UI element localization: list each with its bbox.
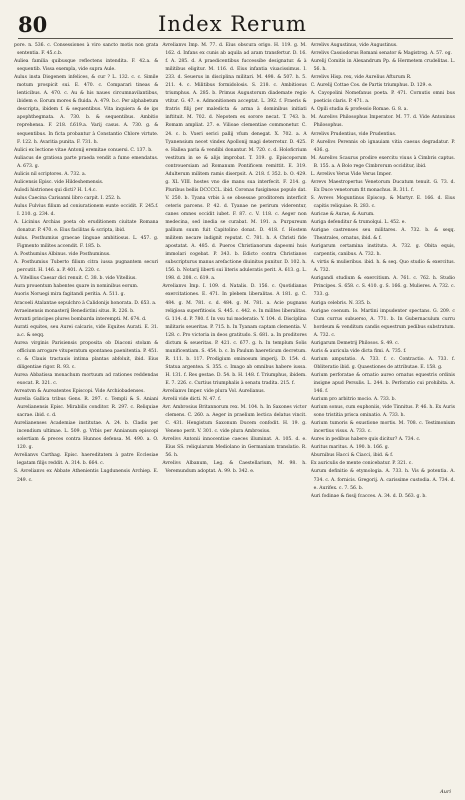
index-entry: Aurium tumoris & exustione mortis. M. 708. c. Testimonium incertius visus. A. 733. c. bbox=[310, 421, 455, 435]
index-entry: Aurea virginis Parisiensis proposita ob Diaconi stolam & officium arrogare vituperatum spontanea paenitentia. P. 451. c. & Clauis tractauis intima plantas abfoluit, ibid. Eius diligentiae rigor. R. 93. c. bbox=[14, 340, 159, 370]
index-entry: Avrelivs Cassiodorus Romani senator & Magistrog. A. 57. og. bbox=[310, 51, 452, 57]
index-entry: Aurum definitio & etymologia. A. 733. h. Vis & potentia. A. 734. c. A. fornicis. Gregorij. A. carissime custodia. A. 734. d. e. Aurifex. c. 7. 56. b. bbox=[310, 469, 455, 491]
index-entry: Aburnibus Hacci & Ciacci, ibid. & f. bbox=[310, 453, 394, 459]
index-entry: Aurigarum certamina instituta. A. 732. g. Obita equis, carpentis, canibus. A. 732. h. bbox=[310, 244, 455, 258]
index-entry: Aurelianenses Academiae institutae. A. 24. b. Cladis per incendium ultimae. L. 509. g. Vrbis per Annianum episcopi solertiam & preces contra Hunnos defensa. M. 490. a. O. 120. g. bbox=[14, 421, 159, 451]
index-entry: Auliacus de gratiosa parte praeda vendit a fumo emendatus. A. 673. g. bbox=[14, 155, 159, 169]
index-entry: Aurati equites, seu Aurei calcaris, vide Equites Aurati. E. 31. a.c. & seqq. bbox=[14, 324, 159, 338]
index-entry: A. Licinius Archias poeta ob eruditionem ciuitate Romana donatur. P. 470. e. Eius facilitas & scripta, ibid. bbox=[14, 220, 159, 234]
index-entry: A. Cayopolini Nomefanus poeta. P. 471. Cornutis omni bus poeticis claris. P. 471. a. bbox=[310, 91, 455, 105]
index-entry: P. Aurelivs Perennis ob ignauiam vitia caesus degradatur. P. 436. g. bbox=[310, 139, 455, 153]
index-entry: Auritus maritus. A. 190. b. 166. g. bbox=[310, 445, 390, 451]
index-entry: Aurea Abbatissa monachum mortuum ad rationes reddendas euocat. R. 321. c. bbox=[14, 372, 159, 386]
index-entry: Aurium perforatae & ornatio aureo ornatus equestris ordinis insigne apud Persulis. L. 244. b. Perforatio cui prohibita. A. 146. f. bbox=[310, 372, 455, 395]
index-entry: Avrevs Maestropertus Venetorum Ducatum tenuit. G. 73. d. Ex Duce venetorum fit monachus. R. 311. f. bbox=[310, 179, 455, 193]
index-entry: A. Vitellius Caesar dici renuit. C. 38. b. vide Vitellius. bbox=[14, 276, 137, 282]
index-entry: Aurelia Gallica tribus Gens. R. 297. c. Templi & S. Aniani Aurelianensis Episc. Mirabilis conditor. R. 297. c. Reliquiae sacrae. ibid. c. d. bbox=[14, 397, 159, 419]
index-entry: A. Opili studia & professio Romae. G. 8. a. bbox=[310, 107, 408, 113]
index-entry: Avrelianvs Imp. M. 77. d. Eius obscura origo. H. 119. g. M. 162. d. Infans ex cunis ab aquila ad aram transfertur. D. 16. f. A. 285. d. A praedicentibus fuccessibe designatur. & à militibus eligitur. M. 116. d. Eius infantia viuacissimus. I. 233. d. Seuerus in disciplina militari. M. 498. & 507. h. 5. 211. 4. c. Militibus formidolosis. S. 218. c. Ambitiosus triumphus. A. 285. b. Primus Augustorum diademate regio vtitur. G. 47. e. Admonitionem acceptat. L. 392. f. Fraeris & fratris filij per maledicta & arma à dominibus initiati inftituit. M. 702. d. Nepotem ex sorore necat. T. 743. b. Romam ampliat. 27. e. Vilioae clementiae commonetur. C. 24. c. b. Vxeri serici pallij vfum denegat. X. 702. a. A Tyanensium necet vindex Apollonij magi deterretur. D. 425. e. Hallea paria & vendibi donantur. M. 720. c. d. Holoficrium vestitum in se & alijs improbat. T. 319. g. Episcoporum controuersiam ad Romanum Pontificem remittit. E. 319. Adulterum militem ramis diserpsit. A. 218. f. 352. b. O. 429. g. XL VIII. hostes vno die manu sua interfecit. F. 214. g. Pluribus bellis DCCCCL. ibid. Coronas fusigineas populo dat. V. 250. b. Tyana vrbis à se obsessae proditorem interficit ceteris parcens. P. 42. d. Tyanae ne perirum viderentur, canes omnes occidit iubet. F. 87. c. V. 118. c. Aeger non medecina, sed inedia se curabat. M. 191. a. Purpureum pallium suum fuit Capitolino donat. D. 418. f. Hostem militem necare indignit reputat. C. 781. h. A Christi fide apostatat. A. 485. d. Pueros Christianorum dapeomi huis immolari cogebat. P. 343. b. Edicto contra Christianos subscripturus manus arefactione diuinitus punitur. D. 102. h. 156. b. Notarij liberti sui literis aduleratis perit. A. 613. g. L. 198. d. 208. c. 619. a. bbox=[162, 43, 307, 282]
index-entry: Auliea familia quibusque reflectens intendita. F. 42.a. & sequentib. Vissa exempla, vide supra Aule. bbox=[14, 59, 159, 73]
index-entry: Aurigarum Demetrij Philosos. S. 49. c. bbox=[310, 340, 400, 346]
index-column-1 bbox=[14, 42, 158, 794]
index-entry: Avranti principes plures bombarda interempti. M. 674. d. bbox=[14, 316, 147, 322]
index-entry: Aulus. Posthumius graecae linguae ambitiosus. L. 457. g. Figmento milites accendit. F. 185. b. bbox=[14, 236, 159, 250]
index-entry: Avrelivs Albanum, Leg. & Caestellarium, M. 98. h. Veremundum adoptat. A. 99. b. 342. e. bbox=[162, 461, 307, 475]
index-entry: Aurigae castrenses seu militares. A. 732. b. & seqq. Theatrales, ornatus, ibid. & f. bbox=[310, 228, 455, 242]
index-entry: Ex auriculis de mente conicebatur. P. 321. c. bbox=[310, 461, 413, 467]
index-entry: Aura prouentum habentes quare in nominibus eorum. bbox=[14, 284, 139, 290]
index-entry: M. Aurelivs Scaurus prodire exercitu viuus à Cimbris captus. B. 155. a. A Bolo rege Cimbrorum occiditur, ibid. bbox=[310, 155, 455, 169]
index-entry: Avraeinensis monasterij Benedictini situs. R. 226. b. bbox=[14, 308, 135, 314]
index-entry: L. Avrelivs Verus Vide Verus Imper. bbox=[310, 171, 392, 177]
index-entry: Auoris Noruegi mira fagitandi peritia. A. 511. g. bbox=[14, 292, 126, 298]
index-entry: Aurigae coenum. Io. Martini impudenter spectans. G. 209. c Cum currus subuerso, A. 771. b. In Gubernaculum curru hordeum & venditum candis equestrum pedibus substratum. A. 732. c. bbox=[310, 308, 455, 338]
index-entry: Aulici ex lectione vitae Antonij eremitae conuersi. C. 137. b. bbox=[14, 147, 153, 153]
index-entry: Avrelivs Augustinus, vide Augustinus. bbox=[310, 43, 398, 48]
index-entry: Aulus Caecina Carisanni libro carpit. I. 252. h. bbox=[14, 195, 122, 201]
catch-word: Auri bbox=[440, 789, 451, 795]
index-entry: Aures in pedibus habere quis dicitur? A. 734. c. bbox=[310, 437, 421, 443]
index-entry: Avr. Ambrosius Britannorum rex. M. 104. h. In Saxones victor clemens. C. 260. a. Aeger in praelium lectica delatus vincit. C. 431. Hengistum Saxonum Ducem confodit. H. 19. g. Veneno perit. V. 301. c. vide plura Ambrosius. bbox=[162, 405, 307, 435]
index-entry: A. Posthumius Albinus. vide Posthuminus. bbox=[14, 252, 111, 258]
index-entry: Auris & auricula vide dicta fimi. A. 735. f. bbox=[310, 348, 407, 354]
index-entry: S. Avrevs Moguntinus Episcop. & Martyr. E. 166. d. Eius capitis reliquiae. R. 283. c. bbox=[310, 195, 455, 209]
index-entry: C. Aurelij Cottae Cos. de Partis triumphus. D. 129. e. bbox=[310, 83, 433, 89]
index-entry: Aulodi histriones qui dicti? H. 1.4.c. bbox=[14, 187, 97, 193]
index-columns bbox=[14, 42, 455, 794]
index-entry: Aurium pro arbitrio mocio. A. 733. b. bbox=[310, 397, 397, 403]
index-entry: Auri fodinae & fissij fcacces. A. 34. d. D. 563. g. b. bbox=[310, 493, 427, 499]
index-entry: Aulicis nil scriptores. A. 732. a. bbox=[14, 171, 87, 177]
index-entry: Aurium sonus, cum euphoniis, vide Tinnitus. P. 46. h. Ex Auris sono tristitia prisca ominatio. A. 733. h. bbox=[310, 405, 455, 419]
index-column-2 bbox=[162, 42, 306, 794]
index-entry: Aulus insta Diogenem infelices, & cur ? L. 132. c. c. Simile motum prospicit sui. E. 470. c. Comparari tineas & lenticibus. A. 470. c. Au & his naues circumnavilantibus, ibidem e. Eorum mores & fluida. A. 479. b.c. Per alphabetum descripta, ibidem f. & sequentibus. Vita inquiera & de ips apophthegmata. A. 730. b. & sequentibus. Ambitio reprehensa. F. 218. f.619.a. Varij casus. A. 730. g. & sequentibus. In ficta probantur à Constantio Chlore virtute. F. 122. h. Avaritia punita. F. 731. h. bbox=[14, 75, 159, 145]
index-entry: Aulus Fulvius filium ad coniurationem eunte occidit. F. 245.f. I. 210. g. 234. d. bbox=[14, 203, 159, 217]
index-column-3 bbox=[311, 42, 455, 794]
index-entry: Aurigandi studium & exercitium. A. 761. c. 762. h. Studio Principes. S. 658. c. S. 410. g. S. 166. g. Mulieres. A. 732. c. 733. g. bbox=[310, 276, 455, 298]
index-entry: M. Aurelivs Philosophus Imperator. M. 77. d. Vide Antoninus Philosophus. bbox=[310, 115, 455, 129]
index-entry: Avrelivs Prudentius, vide Prudentius. bbox=[310, 131, 397, 137]
index-entry: Avrelivs Antonii innocentiae caeces illuminat. A. 105. d. e. Eius SS. reliquiarum Mediolano in Germaniam translatio. R. 56. h. bbox=[162, 437, 307, 459]
index-entry: Auriga celebris. N. 335. b. bbox=[310, 300, 372, 306]
index-entry: Auriga defenditur & trumolqui. L. 452. e. bbox=[310, 220, 406, 226]
index-entry: Auricae & Aurae, & Aurum. bbox=[310, 211, 375, 217]
index-entry: Aurelij Comitis in Alexandrum Pp. & Hermetem crudelitas. L. 56. h. bbox=[310, 59, 455, 73]
index-entry: A. virtis & mulieribus. ibid. h. & seq. Quo studio & exercitus. A. 732. bbox=[310, 260, 455, 274]
index-entry: Avrelianvs Carthag. Episc. haereditatem à patre Ecclesiae legatam filijs reddit. A. 314. b. 664. c. bbox=[14, 453, 159, 467]
page-number: 80 bbox=[18, 12, 48, 37]
index-entry: A. Posthumius Tuberto filium citra iussa pugnantem securi percutit. H. 146. a. P. 401. A. 220. c. bbox=[14, 260, 159, 274]
header-rule bbox=[18, 38, 453, 39]
index-entry: Aulicensis Episc. vide Hildeshemensis. bbox=[14, 179, 104, 185]
page-title: Index Rerum bbox=[158, 12, 307, 36]
index-entry: Avrelianvs Imper. vide plura Vol. Aurelianus. bbox=[162, 389, 266, 395]
index-entry: Aracoeli Atalantae sepulchro à Calidonijs honorata. D. 653. a. bbox=[14, 300, 157, 306]
index-entry: pore. n. 536. c. Consessiones à viro sancto motis non grata sententia. F. 45.c.b. bbox=[14, 43, 159, 57]
index-entry: Aurium amputatio. A. 733. f. c. Contractio. A. 733. f. Obliteratio ibid. g. Quaestiones de attributae. E. 158. g. bbox=[310, 356, 455, 370]
index-entry: Avrelivs Hisp. rex, vide Aurelius Afturum R. bbox=[310, 75, 412, 81]
index-entry: Avrelii vide dicti. N. 47. f. bbox=[162, 397, 222, 403]
index-entry: S. Avrelianvs ex Abbate Athenientis Lugdunensis Archiep. E. 249. c. bbox=[14, 469, 159, 483]
index-entry: Avrelianvs Imp. I. 109. d. Natalis. D. 156. c. Quotidianas exercitationes. E. 471. In plebem liberalitas. A 181. g. C. 484. g. M. 781. c. d. 484. g. M. 781. a. Acie pugnans religiosa superfitiosis. S. 445. c. 442. e. In milites liberalitas. G. 114. d. P. 780. f. In vsu tui moderatio. Y. 104. d. Disciplina militaris seueritas. P. 715. h. In Tyanam captam clementia. V. 128. c. Pro victoria in deos gratitudo. S. 681. a. In proditores dictum & seueritas. P. 421. c. 677. g. h. In templum Solis munificentiam. S. 454. b. c. In Paulum haereticum decretum. R. 111. b. 117. Prodigium ominosum imperij. D. 154. d. Statua argentea. S. 355. c. Imago ab omnibus habere iussa. H. 131. f. Res gestae. D. 54. b. H. 148. f. Triumphus, ibidem. E. 7. 226. c. Curtius triumphalis à senatu tradita. 215. f. bbox=[162, 284, 307, 386]
index-entry: Avreatvm & Aureatentes Episcopi. Vide Archiobadenses. bbox=[14, 389, 145, 395]
